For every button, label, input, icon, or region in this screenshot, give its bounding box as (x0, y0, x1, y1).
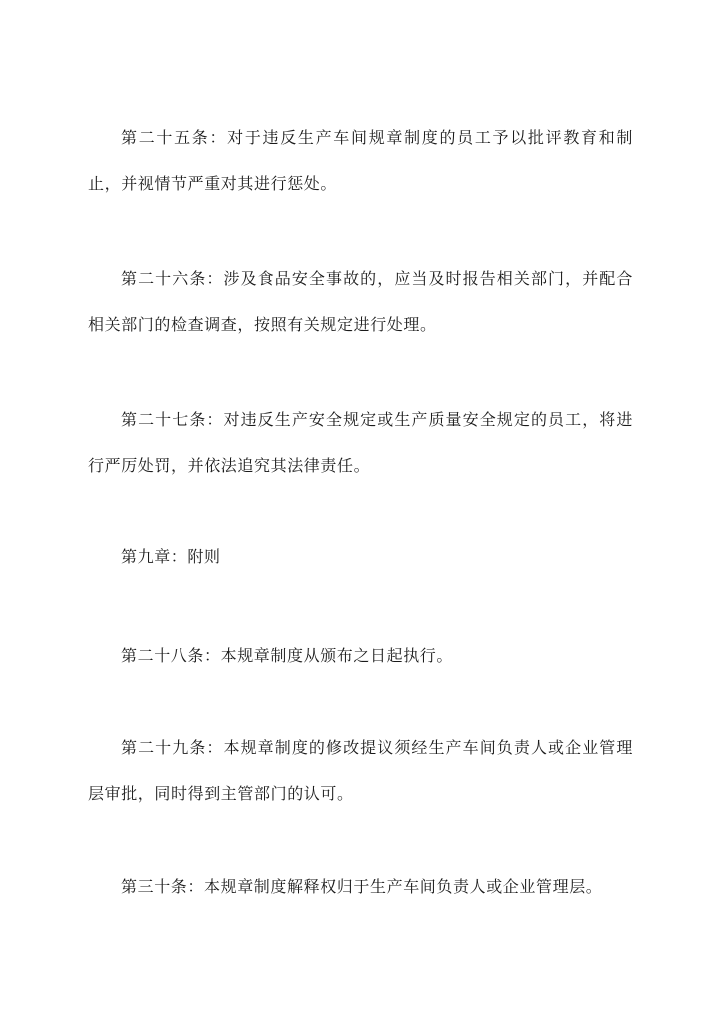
article-25-paragraph: 第二十五条：对于违反生产车间规章制度的员工予以批评教育和制止，并视情节严重对其进行惩处。 (88, 128, 633, 193)
chapter-9-heading: 第九章：附则 (121, 547, 221, 566)
article-26-paragraph: 第二十六条：涉及食品安全事故的，应当及时报告相关部门，并配合相关部门的检查调查，按照有关规定进行处理。 (88, 269, 633, 334)
article-27-paragraph: 第二十七条：对违反生产安全规定或生产质量安全规定的员工，将进行严厉处罚，并依法追究其法律责任。 (88, 410, 633, 475)
article-30-paragraph: 第三十条：本规章制度解释权归于生产车间负责人或企业管理层。 (121, 877, 603, 896)
article-29-paragraph: 第二十九条：本规章制度的修改提议须经生产车间负责人或企业管理层审批，同时得到主管部门的认可。 (88, 738, 633, 803)
article-28-paragraph: 第二十八条：本规章制度从颁布之日起执行。 (121, 646, 454, 665)
